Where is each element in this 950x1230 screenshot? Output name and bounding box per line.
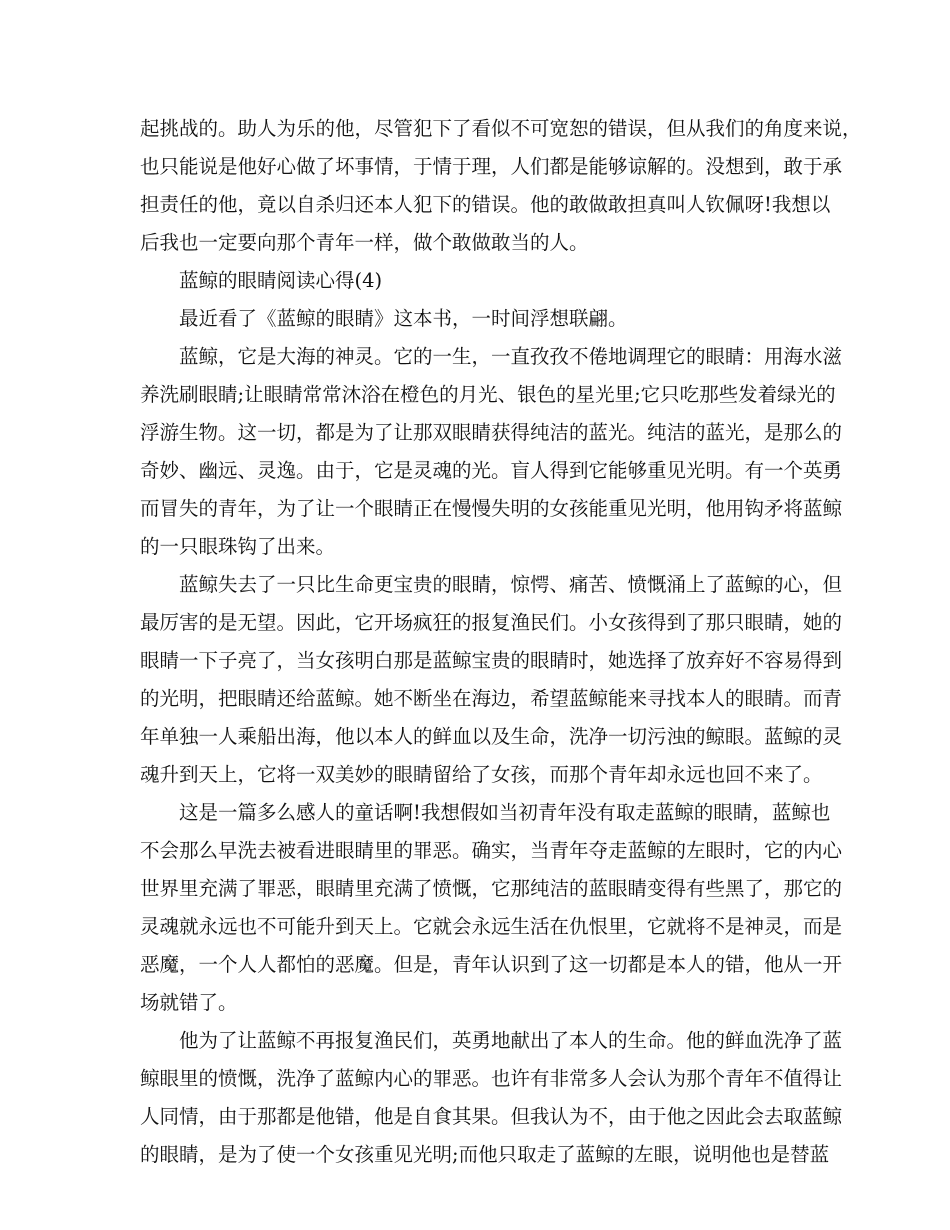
- text-line: 灵魂就永远也不可能升到天上。它就会永远生活在仇恨里，它就将不是神灵，而是: [140, 915, 843, 938]
- text-line: 的光明，把眼睛还给蓝鲸。她不断坐在海边，希望蓝鲸能来寻找本人的眼睛。而青: [140, 687, 843, 710]
- text-line: 场就错了。: [140, 991, 238, 1014]
- text-line: 担责任的他，竟以自杀归还本人犯下的错误。他的敢做敢担真叫人钦佩呀!我想以: [140, 193, 831, 216]
- text-line: 不会那么早洗去被看进眼睛里的罪恶。确实，当青年夺走蓝鲸的左眼时，它的内心: [140, 839, 843, 862]
- section-heading: 蓝鲸的眼睛阅读心得(4): [140, 269, 383, 292]
- text-line: 最近看了《蓝鲸的眼睛》这本书，一时间浮想联翩。: [140, 307, 628, 330]
- text-line: 也只能说是他好心做了坏事情，于情于理，人们都是能够谅解的。没想到，敢于承: [140, 155, 843, 178]
- text-line: 人同情，由于那都是他错，他是自食其果。但我认为不，由于他之因此会去取蓝鲸: [140, 1105, 843, 1128]
- text-line: 魂升到天上，它将一双美妙的眼睛留给了女孩，而那个青年却永远也回不来了。: [140, 763, 823, 786]
- text-line: 恶魔，一个人人都怕的恶魔。但是，青年认识到了这一切都是本人的错，他从一开: [140, 953, 843, 976]
- text-line: 起挑战的。助人为乐的他，尽管犯下了看似不可宽恕的错误，但从我们的角度来说，: [140, 117, 862, 140]
- text-line: 最厉害的是无望。因此，它开场疯狂的报复渔民们。小女孩得到了那只眼睛，她的: [140, 611, 843, 634]
- text-line: 蓝鲸失去了一只比生命更宝贵的眼睛，惊愕、痛苦、愤慨涌上了蓝鲸的心，但: [140, 573, 843, 596]
- text-line: 后我也一定要向那个青年一样，做个敢做敢当的人。: [140, 231, 589, 254]
- text-line: 这是一篇多么感人的童话啊!我想假如当初青年没有取走蓝鲸的眼睛，蓝鲸也: [140, 801, 831, 824]
- text-line: 奇妙、幽远、灵逸。由于，它是灵魂的光。盲人得到它能够重见光明。有一个英勇: [140, 459, 843, 482]
- text-line: 的眼睛，是为了使一个女孩重见光明;而他只取走了蓝鲸的左眼，说明他也是替蓝: [140, 1143, 830, 1166]
- text-line: 年单独一人乘船出海，他以本人的鲜血以及生命，洗净一切污浊的鲸眼。蓝鲸的灵: [140, 725, 843, 748]
- text-line: 浮游生物。这一切，都是为了让那双眼睛获得纯洁的蓝光。纯洁的蓝光，是那么的: [140, 421, 843, 444]
- text-line: 鲸眼里的愤慨，洗净了蓝鲸内心的罪恶。也许有非常多人会认为那个青年不值得让: [140, 1067, 843, 1090]
- text-line: 而冒失的青年，为了让一个眼睛正在慢慢失明的女孩能重见光明，他用钩矛将蓝鲸: [140, 497, 843, 520]
- text-line: 世界里充满了罪恶，眼睛里充满了愤慨，它那纯洁的蓝眼睛变得有些黑了，那它的: [140, 877, 843, 900]
- text-line: 眼睛一下子亮了，当女孩明白那是蓝鲸宝贵的眼睛时，她选择了放弃好不容易得到: [140, 649, 843, 672]
- document-page: [140, 110, 862, 1174]
- text-line: 的一只眼珠钩了出来。: [140, 535, 336, 558]
- text-line: 他为了让蓝鲸不再报复渔民们，英勇地献出了本人的生命。他的鲜血洗净了蓝: [140, 1029, 843, 1052]
- text-line: 养洗刷眼睛;让眼睛常常沐浴在橙色的月光、银色的星光里;它只吃那些发着绿光的: [140, 383, 836, 406]
- text-line: 蓝鲸，它是大海的神灵。它的一生，一直孜孜不倦地调理它的眼睛：用海水滋: [140, 345, 843, 368]
